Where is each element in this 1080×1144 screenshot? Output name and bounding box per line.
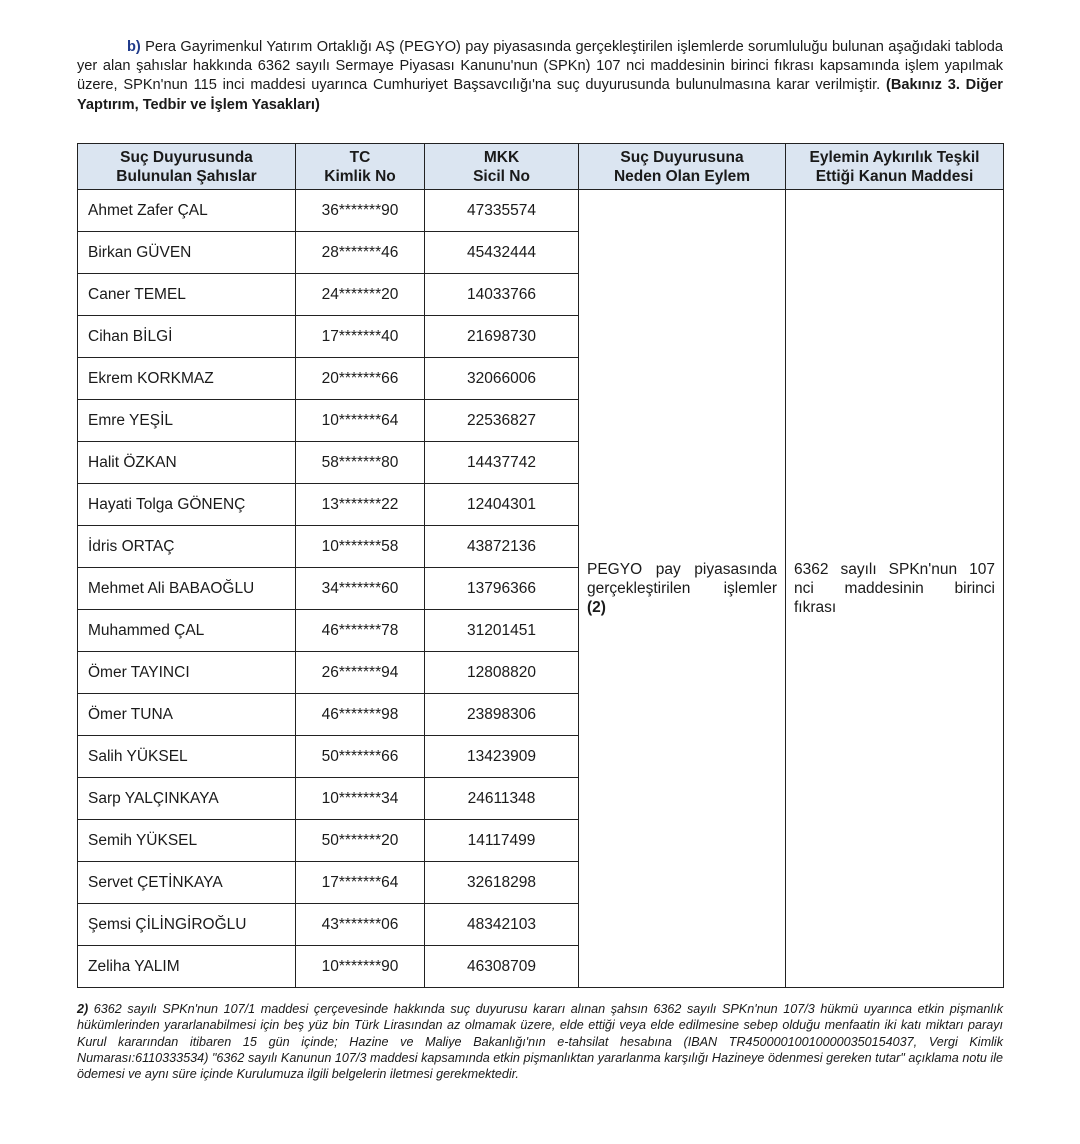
tc-kimlik-no: 50*******20 [296, 820, 425, 862]
mkk-sicil-no: 23898306 [425, 694, 579, 736]
tc-kimlik-no: 10*******34 [296, 778, 425, 820]
footnote-marker: 2) [77, 1002, 89, 1016]
person-name: Ekrem KORKMAZ [78, 358, 296, 400]
mkk-sicil-no: 32066006 [425, 358, 579, 400]
footnote-text: 6362 sayılı SPKn'nun 107/1 maddesi çerçevesinde hakkında suç duyurusu kararı alınan şahsın 6362 sayılı SPKn'nun 107/3 hükmü uyarınca etkin pişmanlık hükümlerinden yararlanabilmesi için beş yüz bin Türk Lirasından az olmamak üzere, elde ettiği veya elde edilmesine sebep olduğu menfaatin iki katı miktarı parayı Kurul kararından itibaren 15 gün içinde; Hazine ve Maliye Bakanlığı'nın e-tahsilat hesabına (IBAN TR450000100100000350154037, Vergi Kimlik Numarası:6110333534) "6362 sayılı Kanunun 107/3 maddesi kapsamında etkin pişmanlıktan yararlanma karşılığı Hazineye ödenmesi gereken tutar" açıklama notu ile ödemesi ve aynı süre içinde Kurulumuza ilgili belgelerin iletmesi gerekmektedir. [77, 1002, 1003, 1082]
tc-kimlik-no: 34*******60 [296, 568, 425, 610]
mkk-sicil-no: 45432444 [425, 232, 579, 274]
tc-kimlik-no: 20*******66 [296, 358, 425, 400]
person-name: Ahmet Zafer ÇAL [78, 190, 296, 232]
mkk-sicil-no: 13796366 [425, 568, 579, 610]
mkk-sicil-no: 12808820 [425, 652, 579, 694]
tc-kimlik-no: 26*******94 [296, 652, 425, 694]
tc-kimlik-no: 10*******58 [296, 526, 425, 568]
action-line: PEGYO pay piyasasında [587, 561, 777, 578]
section-label: b) [127, 39, 141, 55]
person-name: İdris ORTAÇ [78, 526, 296, 568]
tc-kimlik-no: 28*******46 [296, 232, 425, 274]
mkk-sicil-no: 13423909 [425, 736, 579, 778]
person-name: Caner TEMEL [78, 274, 296, 316]
header-mkk-no: MKK Sicil No [425, 144, 579, 190]
mkk-sicil-no: 32618298 [425, 862, 579, 904]
tc-kimlik-no: 46*******78 [296, 610, 425, 652]
header-action: Suç Duyurusuna Neden Olan Eylem [579, 144, 786, 190]
mkk-sicil-no: 21698730 [425, 316, 579, 358]
tc-kimlik-no: 10*******90 [296, 946, 425, 988]
law-line: 6362 sayılı SPKn'nun 107 [794, 561, 995, 578]
person-name: Sarp YALÇINKAYA [78, 778, 296, 820]
person-name: Mehmet Ali BABAOĞLU [78, 568, 296, 610]
mkk-sicil-no: 14437742 [425, 442, 579, 484]
person-name: Zeliha YALIM [78, 946, 296, 988]
intro-reference: (Bakınız 3. Diğer Yaptırım, Tedbir ve İşlem Yasakları) [77, 77, 1003, 113]
footnote [77, 1001, 1003, 1082]
person-name: Hayati Tolga GÖNENÇ [78, 484, 296, 526]
person-name: Servet ÇETİNKAYA [78, 862, 296, 904]
person-name: Birkan GÜVEN [78, 232, 296, 274]
tc-kimlik-no: 13*******22 [296, 484, 425, 526]
tc-kimlik-no: 36*******90 [296, 190, 425, 232]
person-name: Halit ÖZKAN [78, 442, 296, 484]
mkk-sicil-no: 14117499 [425, 820, 579, 862]
tc-kimlik-no: 50*******66 [296, 736, 425, 778]
tc-kimlik-no: 17*******64 [296, 862, 425, 904]
mkk-sicil-no: 43872136 [425, 526, 579, 568]
person-name: Semih YÜKSEL [78, 820, 296, 862]
action-line: gerçekleştirilen işlemler [587, 580, 777, 597]
mkk-sicil-no: 24611348 [425, 778, 579, 820]
table-row [78, 190, 1004, 232]
table-body [78, 190, 1004, 988]
person-name: Ömer TAYINCI [78, 652, 296, 694]
person-name: Cihan BİLGİ [78, 316, 296, 358]
header-law-article: Eylemin Aykırılık Teşkil Ettiği Kanun Maddesi [786, 144, 1004, 190]
tc-kimlik-no: 58*******80 [296, 442, 425, 484]
person-name: Emre YEŞİL [78, 400, 296, 442]
mkk-sicil-no: 12404301 [425, 484, 579, 526]
intro-text: Pera Gayrimenkul Yatırım Ortaklığı AŞ (PEGYO) pay piyasasında gerçekleştirilen işlemlerde sorumluluğu bulunan aşağıdaki tabloda yer alan şahıslar hakkında 6362 sayılı Sermaye Piyasası Kanunu'nun (SPKn) 107 nci maddesinin birinci fıkrası kapsamında işlem yapılmak üzere, SPKn'nun 115 inci maddesi uyarınca Cumhuriyet Başsavcılığı'na suç duyurusunda bulunulmasına karar verilmiştir. [77, 39, 1003, 94]
tc-kimlik-no: 24*******20 [296, 274, 425, 316]
action-footnote-ref: (2) [587, 599, 606, 616]
mkk-sicil-no: 31201451 [425, 610, 579, 652]
intro-paragraph [77, 38, 1003, 115]
mkk-sicil-no: 46308709 [425, 946, 579, 988]
action-cell [579, 190, 786, 988]
header-tc-no: TC Kimlik No [296, 144, 425, 190]
table-header-row [78, 144, 1004, 190]
tc-kimlik-no: 10*******64 [296, 400, 425, 442]
tc-kimlik-no: 46*******98 [296, 694, 425, 736]
header-persons: Suç Duyurusunda Bulunulan Şahıslar [78, 144, 296, 190]
mkk-sicil-no: 22536827 [425, 400, 579, 442]
mkk-sicil-no: 48342103 [425, 904, 579, 946]
person-name: Şemsi ÇİLİNGİROĞLU [78, 904, 296, 946]
persons-table [77, 143, 1004, 988]
tc-kimlik-no: 17*******40 [296, 316, 425, 358]
person-name: Salih YÜKSEL [78, 736, 296, 778]
law-line: nci maddesinin birinci [794, 580, 995, 597]
law-article-cell [786, 190, 1004, 988]
person-name: Muhammed ÇAL [78, 610, 296, 652]
law-line: fıkrası [794, 599, 837, 616]
mkk-sicil-no: 14033766 [425, 274, 579, 316]
tc-kimlik-no: 43*******06 [296, 904, 425, 946]
mkk-sicil-no: 47335574 [425, 190, 579, 232]
person-name: Ömer TUNA [78, 694, 296, 736]
